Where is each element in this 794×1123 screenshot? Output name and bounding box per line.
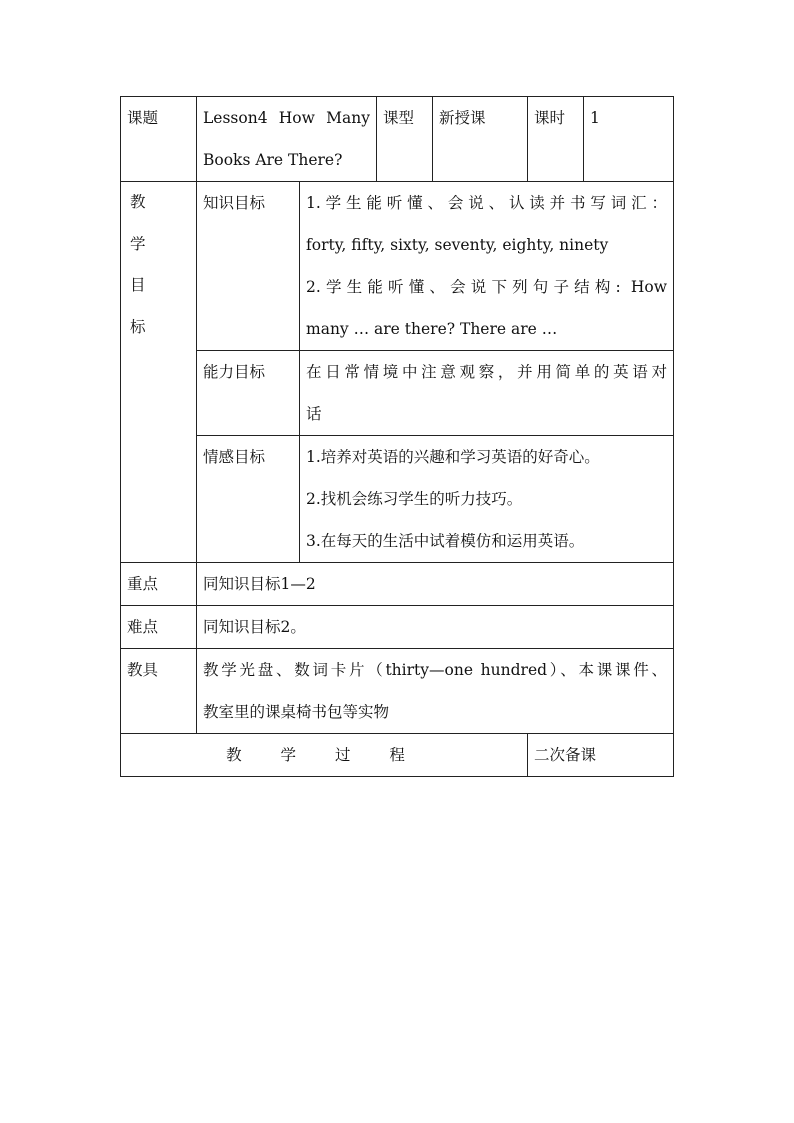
knowledge-line-2: forty, fifty, sixty, seventy, eighty, ninety [306, 236, 609, 254]
topic-line-2: Books Are There? [203, 151, 343, 169]
period-value: 1 [584, 97, 674, 182]
emotion-line-1: 1.培养对英语的兴趣和学习英语的好奇心。 [306, 448, 600, 466]
tools-line-1: 教学光盘、数词卡片（thirty—one hundred）、本课课件、 [203, 661, 667, 679]
lesson-plan-table [120, 96, 674, 777]
key-point-row [121, 563, 674, 606]
topic-value [197, 97, 377, 182]
difficulty-value: 同知识目标2。 [197, 606, 674, 649]
ability-line-1: 在日常情境中注意观察，并用简单的英语对 [306, 363, 667, 381]
process-label: 教 学 过 程 [121, 734, 528, 777]
knowledge-row [121, 182, 674, 351]
knowledge-line-1: 1.学生能听懂、会说、认读并书写词汇： [306, 194, 667, 212]
emotion-label: 情感目标 [197, 436, 300, 563]
type-value: 新授课 [433, 97, 528, 182]
ability-line-2: 话 [306, 405, 322, 423]
knowledge-line-4: many … are there? There are … [306, 320, 558, 338]
emotion-row [121, 436, 674, 563]
topic-line-1: Lesson4 How Many [203, 109, 370, 127]
emotion-line-2: 2.找机会练习学生的听力技巧。 [306, 490, 523, 508]
period-label: 课时 [528, 97, 584, 182]
header-row [121, 97, 674, 182]
ability-row [121, 351, 674, 436]
tools-line-2: 教室里的课桌椅书包等实物 [203, 703, 390, 721]
emotion-content [300, 436, 674, 563]
objectives-label [121, 182, 197, 563]
ability-label: 能力目标 [197, 351, 300, 436]
objectives-char-2: 学 [130, 234, 146, 253]
knowledge-line-3: 2.学生能听懂、会说下列句子结构: How [306, 278, 667, 296]
knowledge-content [300, 182, 674, 351]
difficulty-row [121, 606, 674, 649]
topic-label: 课题 [121, 97, 197, 182]
knowledge-label: 知识目标 [197, 182, 300, 351]
emotion-line-3: 3.在每天的生活中试着模仿和运用英语。 [306, 532, 585, 550]
tools-content [197, 649, 674, 734]
difficulty-label: 难点 [121, 606, 197, 649]
tools-row [121, 649, 674, 734]
second-prep-label: 二次备课 [528, 734, 674, 777]
process-row [121, 734, 674, 777]
key-point-value: 同知识目标1—2 [197, 563, 674, 606]
type-label: 课型 [377, 97, 433, 182]
objectives-char-1: 教 [130, 193, 146, 211]
tools-label: 教具 [121, 649, 197, 734]
key-point-label: 重点 [121, 563, 197, 606]
ability-content [300, 351, 674, 436]
objectives-char-3: 目 [130, 276, 146, 294]
objectives-char-4: 标 [130, 317, 146, 336]
